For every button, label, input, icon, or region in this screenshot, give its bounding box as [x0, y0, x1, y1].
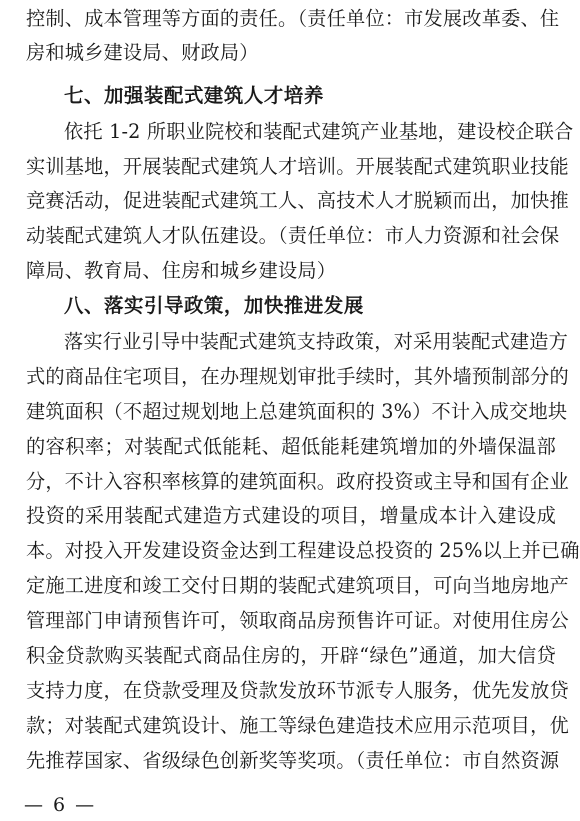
text-line: 建筑面积（不超过规划地上总建筑面积的 3%）不计入成交地块 [26, 400, 568, 423]
text-line: 控制、成本管理等方面的责任。（责任单位：市发展改革委、住 [26, 7, 560, 30]
text-line: 式的商品住宅项目，在办理规划审批手续时，其外墙预制部分的 [26, 365, 569, 388]
text-line: 实训基地，开展装配式建筑人才培训。开展装配式建筑职业技能 [26, 155, 569, 178]
text-line: 落实行业引导中装配式建筑支持政策，对采用装配式建造方 [64, 330, 569, 353]
text-line: 竞赛活动，促进装配式建筑工人、高技术人才脱颖而出，加快推 [26, 189, 569, 212]
text-line: 障局、教育局、住房和城乡建设局） [26, 259, 337, 282]
text-line: 定施工进度和竣工交付日期的装配式建筑项目，可向当地房地产 [26, 574, 569, 597]
section-heading: 七、加强装配式建筑人才培养 [64, 84, 324, 107]
text-line: 管理部门申请预售许可，领取商品房预售许可证。对使用住房公 [26, 609, 569, 632]
text-line: 积金贷款购买装配式商品住房的，开辟“绿色”通道，加大信贷 [26, 644, 556, 667]
text-line: 分，不计入容积率核算的建筑面积。政府投资或主导和国有企业 [26, 470, 569, 493]
section-heading: 八、落实引导政策，加快推进发展 [64, 294, 364, 317]
text-line: 本。对投入开发建设资金达到工程建设总投资的 25%以上并已确 [26, 539, 580, 562]
text-line: 的容积率；对装配式低能耗、超低能耗建筑增加的外墙保温部 [26, 435, 556, 458]
text-line: 先推荐国家、省级绿色创新奖等奖项。（责任单位：市自然资源 [26, 749, 560, 772]
text-line: 动装配式建筑人才队伍建设。（责任单位：市人力资源和社会保 [26, 224, 560, 247]
text-line: 房和城乡建设局、财政局） [26, 41, 259, 64]
text-line: 款；对装配式建筑设计、施工等绿色建造技术应用示范项目，优 [26, 714, 569, 737]
text-line: 依托 1-2 所职业院校和装配式建筑产业基地，建设校企联合 [64, 120, 574, 143]
text-line: 支持力度，在贷款受理及贷款发放环节派专人服务，优先发放贷 [26, 679, 569, 702]
text-line: 投资的采用装配式建造方式建设的项目，增量成本计入建设成 [26, 504, 556, 527]
page-number: — 6 — [24, 794, 97, 816]
